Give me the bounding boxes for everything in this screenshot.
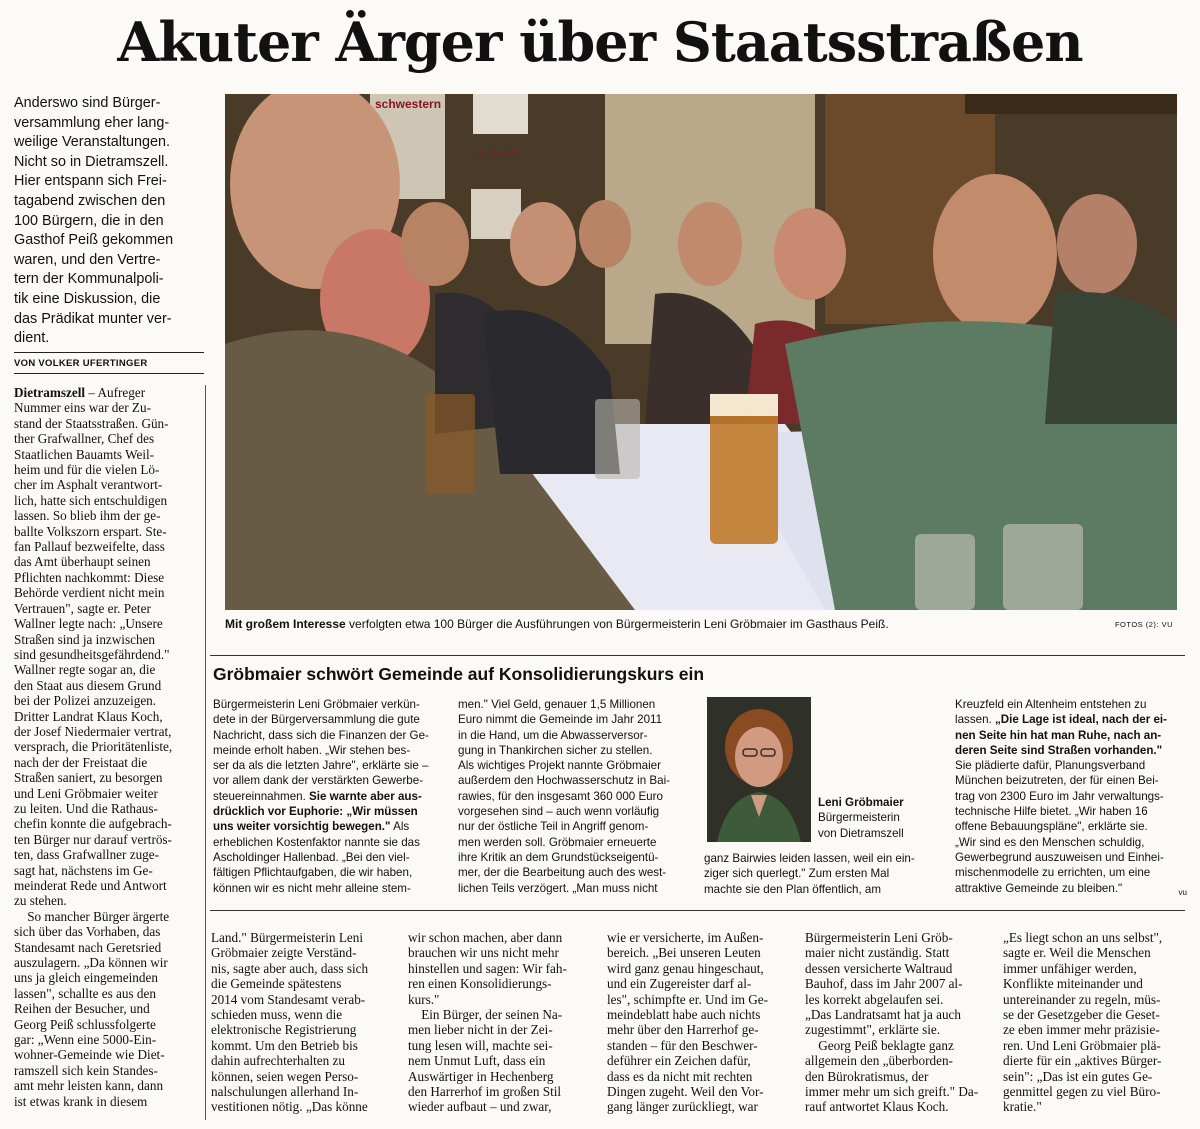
text-line: stand der Staatsstraßen. Gün- [14, 415, 169, 431]
portrait-photo [707, 697, 811, 842]
text-line: ziger sich querlegt." Zum ersten Mal [704, 867, 890, 881]
text-line: rauf antwortet Klaus Koch. [805, 1099, 949, 1115]
text-line: men lieber nicht in der Zei- [408, 1022, 553, 1038]
text-line: den Staat aus diesem Grund [14, 677, 162, 693]
intro-line: tik eine Diskussion, die [14, 290, 161, 307]
text-line: ramszell sich kein Standes- [14, 1062, 158, 1078]
text-line: ze eben immer mehr präzisie- [1003, 1022, 1160, 1038]
article-column-bottom-1 [211, 930, 393, 1115]
text-line: vorgesehen sind – auch wenn vorläufig [458, 805, 660, 819]
text-line: deführer ein Zeichen dafür, [607, 1053, 751, 1069]
crowd-illustration [225, 94, 1177, 610]
text-line: Bauhof, dass im Jahr 2007 al- [805, 976, 963, 992]
text-line: Bürgermeisterin Leni Gröbmaier verkün- [213, 698, 420, 711]
text-line: allgemein den „überborden- [805, 1053, 953, 1069]
box-column-2 [458, 697, 698, 896]
author-initials: vu [1178, 887, 1187, 897]
text-line: 2014 vom Standesamt verab- [211, 991, 366, 1007]
text-line: ren. Und Leni Gröbmaier plä- [1003, 1037, 1161, 1053]
text-line: mer, der die Bearbeitung auch des west- [458, 866, 667, 880]
text-line: Nachricht, dass sich die Finanzen der Ge- [213, 728, 429, 742]
text-line: „Wir sind es den Menschen schuldig, [955, 835, 1145, 849]
intro-teaser [14, 94, 204, 349]
text-line: das Amt überhaupt seinen [14, 554, 151, 570]
text-line: kommt. Um den Betrieb bis [211, 1037, 358, 1053]
text-line: können wir es nicht mehr alleine stem- [213, 881, 411, 895]
text-line: Georg Peiß beklagte ganz [805, 1037, 954, 1053]
text-line: vor allem dank der verstärkten Gewerbe- [213, 774, 424, 788]
text-line: nalschulungen allerhand In- [211, 1084, 359, 1100]
portrait-role: Bürgermeisterin [818, 811, 900, 825]
text-line: ist etwas krank in diesem [14, 1093, 148, 1109]
text-line: außerdem den Hochwasserschutz in Bai- [458, 774, 671, 788]
text-line: wird ganz genau hingeschaut, [607, 960, 764, 976]
text-line: dessen versicherte Waltraud [805, 960, 953, 976]
text-line: lassen. [955, 713, 995, 727]
text-line: meindeblatt habe auch nichts [607, 1007, 761, 1023]
intro-line: das Prädikat munter ver- [14, 310, 172, 327]
text-line: auszulagern. „Da können wir [14, 955, 168, 971]
text-line: Straßen sind ja inzwischen [14, 631, 155, 647]
text-line: hinstellen und sagen: Wir fah- [408, 960, 567, 976]
text-line: gang länger zurückliegt, war [607, 1099, 758, 1115]
text-line: mehr über den Harrerhof ge- [607, 1022, 759, 1038]
text-line: zu stehen. [14, 893, 67, 909]
text-line: machte sie den Plan öffentlich, am [704, 882, 882, 896]
text-line: Gröbmaier zeigte Verständ- [211, 945, 357, 961]
text-line: mischenmodelle zu errichten, um eine [955, 866, 1151, 880]
text-line: Ein Bürger, der seinen Na- [408, 1007, 563, 1023]
photo-caption [225, 617, 1177, 631]
text-line: Reihen der Besucher, und [14, 1001, 150, 1017]
box-headline: Gröbmaier schwört Gemeinde auf Konsolidierungskurs ein [213, 664, 705, 684]
text-line: maier nicht zuständig. Statt [805, 945, 950, 961]
text-line: men." Viel Geld, genauer 1,5 Millionen [458, 698, 656, 711]
text-line: steuereinnahmen. [213, 789, 310, 803]
text-line: der Josef Niedermaier vertrat, [14, 723, 172, 739]
text-line: zu leiten. Und die Rathaus- [14, 800, 158, 816]
text-line: Bürgermeisterin Leni Gröb- [805, 930, 953, 945]
poster-text: schwestern [375, 97, 442, 111]
text-line: kratie." [1003, 1099, 1042, 1115]
text-line: Als [390, 820, 410, 834]
box-column-3 [704, 851, 944, 897]
intro-line: tern der Kommunalpoli- [14, 271, 164, 288]
portrait-name: Leni Gröbmaier [818, 796, 904, 809]
intro-line: dient. [14, 330, 50, 347]
article-column-bottom-3 [607, 930, 789, 1115]
text-line: Dritter Landrat Klaus Koch, [14, 708, 163, 724]
text-line: rawies, für den insgesamt 360 000 Euro [458, 789, 663, 803]
text-line: gar: „Wenn eine 5000-Ein- [14, 1032, 157, 1048]
text-line: nis, sagte aber auch, dass sich [211, 960, 369, 976]
text-line: uns ja gleich eingemeinden [14, 970, 158, 986]
text-line: wohner-Gemeinde wie Diet- [14, 1047, 165, 1063]
text-line: Kreuzfeld ein Altenheim entstehen zu [955, 698, 1147, 711]
text-line: in die Hand, um die Abwasserversor- [458, 728, 648, 742]
text-line: Sie plädierte dafür, Planungsverband [955, 759, 1146, 773]
text-line: immer mehr um sich greift." Da- [805, 1084, 979, 1100]
text-line: Euro nimmt die Gemeinde im Jahr 2011 [458, 713, 663, 727]
intro-line: Anderswo sind Bürger- [14, 95, 161, 111]
text-line: untereinander zu regeln, müs- [1003, 991, 1161, 1007]
box-column-4 [955, 697, 1187, 900]
portrait-role: von Dietramszell [818, 826, 904, 840]
text-line: ten, dass Grafwallner zuge- [14, 847, 159, 863]
text-line: sind gesundheitsgefährdend." [14, 646, 170, 662]
quote-bold: drücklich vor Euphorie: „Wir müssen [213, 805, 418, 819]
text-line: Land." Bürgermeisterin Leni [211, 930, 363, 945]
text-line: den Harrerhof im großen Stil [408, 1084, 562, 1100]
divider [210, 910, 1185, 911]
text-line: Ascholdinger Hallenbad. „Bei den viel- [213, 850, 410, 864]
text-line: Georg Peiß schlussfolgerte [14, 1016, 156, 1032]
intro-line: Gasthof Peiß gekommen [14, 232, 174, 249]
text-line: Wallner regte sogar an, die [14, 662, 156, 678]
text-line: Behörde verdient nicht mein [14, 585, 165, 601]
text-line: sagte er. Weil die Menschen [1003, 945, 1151, 961]
text-line: elektronische Registrierung [211, 1022, 357, 1038]
text-line: lich, hatte sich entschuldigen [14, 492, 168, 508]
text-line: ser da als die letzten Jahre", erklärte sie – [213, 759, 429, 773]
text-line: les korrekt abgelaufen sei. [805, 991, 944, 1007]
text-line: den Bürokratismus, der [805, 1068, 929, 1084]
text-line: „Es liegt schon an uns selbst", [1003, 930, 1163, 945]
intro-line: Hier entspann sich Frei- [14, 173, 167, 190]
divider [14, 373, 204, 374]
text-line: lassen", schallte es aus den [14, 985, 156, 1001]
text-line: können, seien wegen Perso- [211, 1068, 359, 1084]
text-line: dass es da nicht mit rechten [607, 1068, 753, 1084]
portrait-caption [818, 795, 938, 841]
text-line: nach der der Freistaat die [14, 754, 148, 770]
text-line: schieden muss, wenn die [211, 1007, 343, 1023]
main-photo [225, 94, 1177, 610]
intro-line: Nicht so in Dietramszell. [14, 153, 169, 170]
text-line: „Das Landratsamt hat ja auch [805, 1007, 961, 1023]
text-line: ther Grafwallner, Chef des [14, 431, 155, 447]
text-line: sich über das Vorhaben, das [14, 924, 161, 940]
text-line: bereich. „Bei unseren Leuten [607, 945, 761, 961]
text-line: wieder aufbaut – und zwar, [408, 1099, 552, 1115]
text-line: technische Hilfe bietet. „Wir haben 16 [955, 805, 1148, 819]
text-line: – Aufreger [85, 385, 146, 400]
poster-date: 15. JULI 2011 [475, 151, 519, 158]
text-line: Staatlichen Bauamts Weil- [14, 446, 155, 462]
quote-bold: nen Seite hin hat man Ruhe, nach an- [955, 728, 1162, 742]
divider [210, 655, 1185, 656]
text-line: sein": „Das ist ein gutes Ge- [1003, 1068, 1153, 1084]
intro-line: versammlung eher lang- [14, 114, 170, 131]
portrait-illustration [707, 697, 811, 842]
text-line: standen – für den Beschwer- [607, 1037, 758, 1053]
text-line: men werden soll. Gröbmaier erneuerte [458, 835, 657, 849]
quote-bold: Sie warnte aber aus- [309, 789, 422, 803]
article-column-left [14, 385, 196, 1109]
text-line: attraktive Gemeinde zu bleiben." [955, 881, 1123, 895]
text-line: Nummer eins war der Zu- [14, 400, 151, 416]
intro-line: waren, und den Vertre- [14, 251, 161, 268]
text-line: sagt hat, nächstens im Ge- [14, 862, 153, 878]
text-line: dierte für ein „aktives Bürger- [1003, 1053, 1162, 1069]
text-line: fältigen Pflichtaufgaben, die wir haben, [213, 866, 413, 880]
text-line: heim und für die vielen Lö- [14, 462, 160, 478]
intro-line: 100 Bürgern, die in den [14, 212, 164, 229]
text-line: dahin aufrechterhalten zu [211, 1053, 345, 1069]
text-line: tung lesen will, machte sei- [408, 1037, 553, 1053]
text-line: immer unfähiger werden, [1003, 960, 1137, 976]
caption-lead: Mit großem Interesse [225, 617, 346, 631]
text-line: Auswärtiger in Hechenberg [408, 1068, 554, 1084]
intro-line: tagabend zwischen den [14, 192, 166, 209]
text-line: ballte Volkszorn erspart. Ste- [14, 523, 167, 539]
text-line: Konflikte miteinander und [1003, 976, 1143, 992]
intro-line: weilige Veranstaltungen. [14, 134, 171, 151]
text-line: wir schon machen, aber dann [408, 930, 563, 945]
text-line: amt mehr leisten kann, dann [14, 1078, 164, 1094]
text-line: nur der östliche Teil in Angriff genom- [458, 820, 649, 834]
text-line: wie er versicherte, im Außen- [607, 930, 764, 945]
article-column-bottom-5 [1003, 930, 1185, 1115]
text-line: Wallner legte nach: „Unsere [14, 616, 163, 632]
text-line: dete in der Bürgerversammlung die gute [213, 713, 420, 727]
headline: Akuter Ärger über Staatsstraßen [117, 10, 1083, 74]
column-divider [205, 385, 206, 1120]
box-column-1 [213, 697, 445, 896]
quote-bold: deren Seite sind Straßen vorhanden." [955, 743, 1163, 757]
text-line: ren einen Konsolidierungs- [408, 976, 552, 992]
text-line: Als wichtiges Projekt nannte Gröbmaier [458, 759, 661, 773]
text-line: brauchen wir uns nicht mehr [408, 945, 559, 961]
text-line: und ein Zugereister darf al- [607, 976, 752, 992]
text-line: Dingen zugeht. Weil den Vor- [607, 1084, 764, 1100]
caption-text: verfolgten etwa 100 Bürger die Ausführungen von Bürgermeisterin Leni Gröbmaier im Gasthaus Peiß. [345, 617, 889, 631]
text-line: les", schimpfte er. Und im Ge- [607, 991, 769, 1007]
text-line: Straßen saniert, zu besorgen [14, 770, 163, 786]
text-line: ihre Kritik an dem Grundstückseigentü- [458, 850, 659, 864]
text-line: nem Unmut Luft, dass ein [408, 1053, 546, 1069]
text-line: gung in Thankirchen sicher zu stellen. [458, 743, 653, 757]
text-line: cher im Asphalt verantwort- [14, 477, 163, 493]
dateline: Dietramszell [14, 385, 86, 400]
text-line: fan Pallauf bezweifelte, dass [14, 539, 165, 555]
text-line: und Leni Gröbmaier weiter [14, 785, 158, 801]
quote-bold: uns weiter vorsichtig bewegen." [213, 820, 391, 834]
text-line: meinde erholt haben. „Wir stehen bes- [213, 743, 411, 757]
text-line: Pflichten nachkommt: Diese [14, 569, 165, 585]
byline: VON VOLKER UFERTINGER [14, 358, 148, 369]
quote-bold: „Die Lage ist ideal, nach der ei- [994, 713, 1167, 727]
text-line: die Gemeinde spätestens [211, 976, 342, 992]
article-column-bottom-4 [805, 930, 987, 1115]
text-line: Standesamt nach Geretsried [14, 939, 162, 955]
text-line: München beizutreten, der für einen Bei- [955, 774, 1159, 788]
text-line: trag von 2300 Euro im Jahr verwaltungs- [955, 789, 1164, 803]
text-line: se der Gesetzgeber die Geset- [1003, 1007, 1160, 1023]
text-line: offene Bebauungspläne", erklärte sie. [955, 820, 1148, 834]
text-line: kurs." [408, 991, 440, 1007]
text-line: versprach, die Prioritätenliste, [14, 739, 173, 755]
text-line: ten Bürger nur darauf vertrös- [14, 831, 172, 847]
text-line: lassen. So blieb ihm der ge- [14, 508, 161, 524]
text-line: Gewerbegrund auszuweisen und Einhei- [955, 850, 1164, 864]
text-line: ganz Bairwies leiden lassen, weil ein ein- [704, 852, 915, 865]
text-line: So mancher Bürger ärgerte [14, 908, 170, 924]
text-line: zugestimmt", erklärte sie. [805, 1022, 941, 1038]
text-line: lichen Teils verzögert. „Man muss nicht [458, 881, 658, 895]
text-line: chefin konnte die aufgebrach- [14, 816, 172, 832]
divider [14, 352, 204, 353]
text-line: Vertrauen", sagte er. Peter [14, 600, 151, 616]
article-column-bottom-2 [408, 930, 590, 1115]
text-line: vestitionen nötig. „Das könne [211, 1099, 368, 1115]
text-line: erheblichen Kostenfaktor nannte sie das [213, 835, 420, 849]
text-line: meinderat Rede und Antwort [14, 878, 167, 893]
photo-credit: FOTOS (2): VU [1114, 620, 1173, 629]
text-line: bei der Polizei anzuzeigen. [14, 693, 157, 709]
text-line: genmittel gegen zu viel Büro- [1003, 1084, 1161, 1100]
